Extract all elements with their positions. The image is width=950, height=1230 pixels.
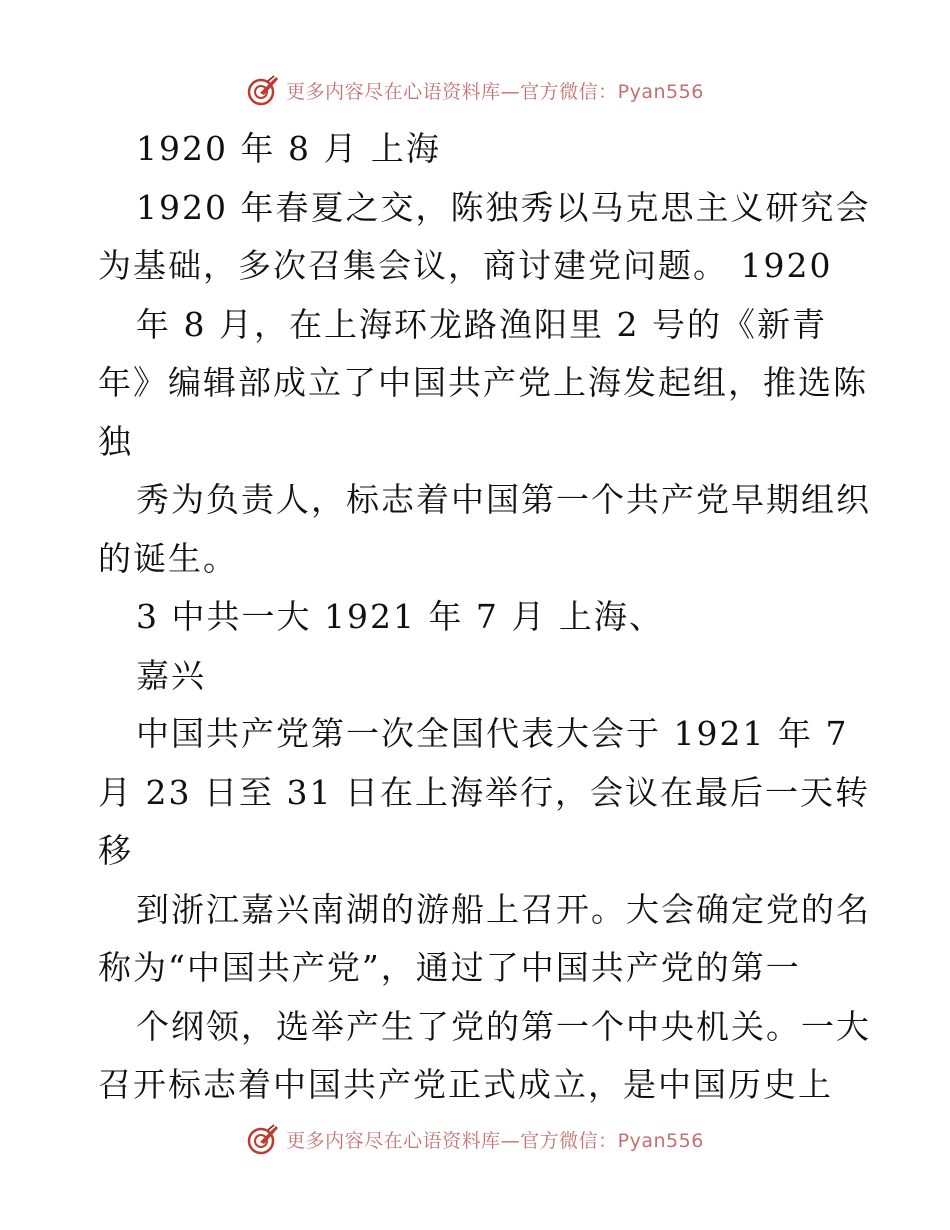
watermark-text: 更多内容尽在心语资料库—官方微信：Pyan556 (286, 1129, 704, 1152)
text-line: 为基础，多次召集会议，商讨建党问题。 1920 (98, 246, 833, 285)
text-line: 年》编辑部成立了中国共产党上海发起组，推选陈 (98, 363, 868, 402)
footer-watermark (0, 1119, 950, 1159)
quill-logo-icon (246, 1122, 280, 1156)
text-line: 秀为负责人，标志着中国第一个共产党早期组织 (136, 480, 871, 519)
text-line: 3 中共一大 1921 年 7 月 上海、 (136, 597, 664, 636)
text-line: 1920 年春夏之交，陈独秀以马克思主义研究会 (136, 187, 871, 227)
watermark-text: 更多内容尽在心语资料库—官方微信：Pyan556 (286, 80, 704, 103)
quill-logo-icon (246, 73, 280, 107)
text-line: 月 23 日至 31 日在上海举行，会议在最后一天转 (98, 772, 870, 812)
text-line: 嘉兴 (136, 655, 206, 695)
document-body (98, 120, 871, 1115)
text-line: 称为“中国共产党”，通过了中国共产党的第一 (98, 948, 801, 987)
text-line: 中国共产党第一次全国代表大会于 1921 年 7 (136, 714, 849, 753)
text-line: 移 (98, 831, 133, 870)
text-line: 年 8 月，在上海环龙路渔阳里 2 号的《新青 (136, 304, 827, 344)
text-line: 的诞生。 (98, 538, 238, 578)
text-line: 独 (98, 421, 133, 461)
text-line: 到浙江嘉兴南湖的游船上召开。大会确定党的名 (136, 889, 871, 929)
text-line: 个纲领，选举产生了党的第一个中央机关。一大 (136, 1006, 871, 1046)
text-line: 1920 年 8 月 上海 (136, 129, 441, 168)
header-watermark (0, 70, 950, 110)
text-line: 召开标志着中国共产党正式成立，是中国历史上 (98, 1065, 833, 1104)
